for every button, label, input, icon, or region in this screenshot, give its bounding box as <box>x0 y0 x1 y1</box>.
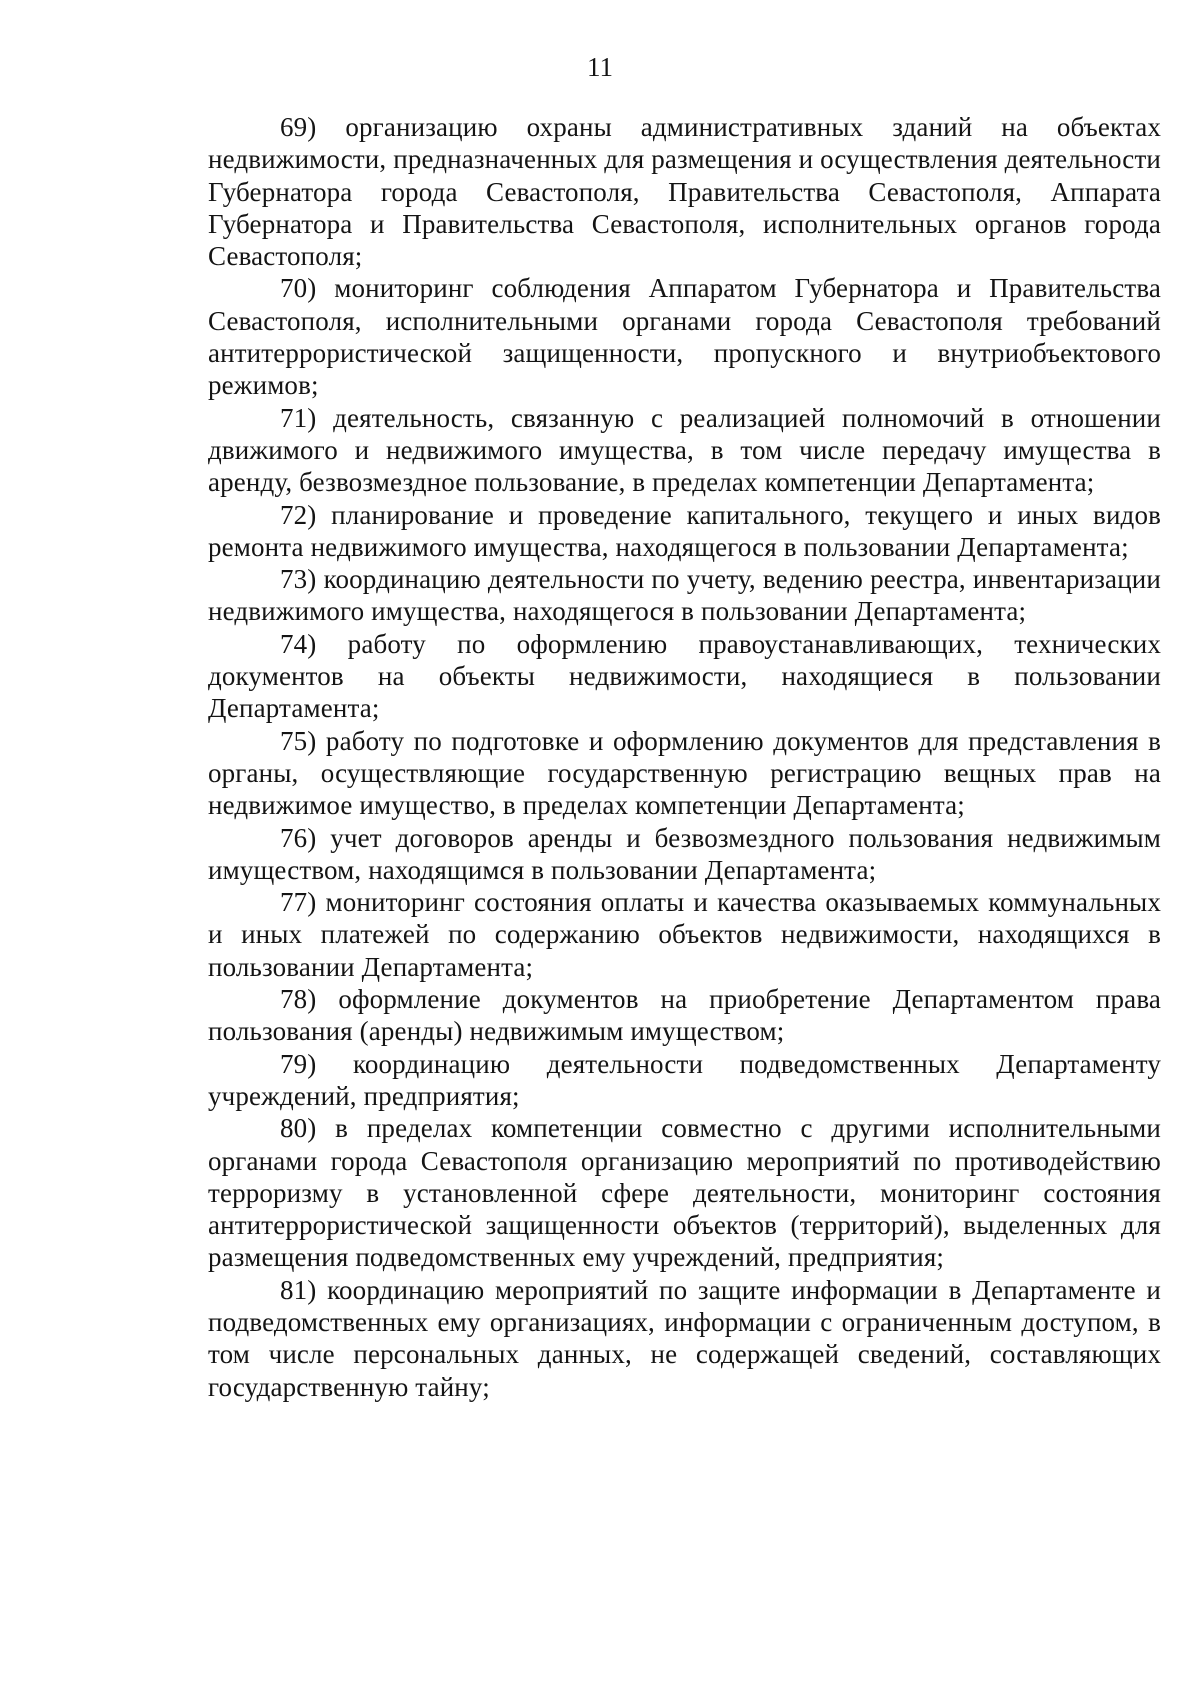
list-item-73: 73) координацию деятельности по учету, ведению реестра, инвентаризации недвижимого имущества, находящегося в пользовании Департамента; <box>208 564 1161 627</box>
list-item-81: 81) координацию мероприятий по защите информации в Департаменте и подведомственных ему организациях, информации с ограниченным доступом, в том числе персональных данных, не содержащей сведений, составляющих государственную тайну; <box>208 1274 1161 1402</box>
list-item-75: 75) работу по подготовке и оформлению документов для представления в органы, осуществляющие государственную регистрацию вещных прав на недвижимое имущество, в пределах компетенции Департамента; <box>208 725 1161 821</box>
list-item-71: 71) деятельность, связанную с реализацией полномочий в отношении движимого и недвижимого имущества, в том числе передачу имущества в аренду, безвозмездное пользование, в пределах компетенции Департамента; <box>208 402 1161 498</box>
list-item-69: 69) организацию охраны административных зданий на объектах недвижимости, предназначенных для размещения и осуществления деятельности Губернатора города Севастополя, Правительства Севастополя, Аппарата Губернатора и Правительства Севастополя, исполнительных органов города Севастополя; <box>208 112 1161 272</box>
list-item-77: 77) мониторинг состояния оплаты и качества оказываемых коммунальных и иных платежей по содержанию объектов недвижимости, находящихся в пользовании Департамента; <box>208 887 1161 982</box>
list-item-78: 78) оформление документов на приобретение Департаментом права пользования (аренды) недвижимым имуществом; <box>208 984 1161 1047</box>
list-item-74: 74) работу по оформлению правоустанавливающих, технических документов на объекты недвижимости, находящиеся в пользовании Департамента; <box>208 628 1161 724</box>
list-item-79: 79) координацию деятельности подведомственных Департаменту учреждений, предприятия; <box>208 1048 1161 1111</box>
page-number: 11 <box>587 52 613 82</box>
list-item-72: 72) планирование и проведение капитального, текущего и иных видов ремонта недвижимого имущества, находящегося в пользовании Департамента; <box>208 499 1161 562</box>
list-item-70: 70) мониторинг соблюдения Аппаратом Губернатора и Правительства Севастополя, исполнительными органами города Севастополя требований антитеррористической защищенности, пропускного и внутриобъектового режимов; <box>208 273 1161 401</box>
document-body <box>208 111 1161 1403</box>
list-item-80: 80) в пределах компетенции совместно с другими исполнительными органами города Севастополя организацию мероприятий по противодействию терроризму в установленной сфере деятельности, мониторинг состояния антитеррористической защищенности объектов (территорий), выделенных для размещения подведомственных ему учреждений, предприятия; <box>208 1113 1161 1273</box>
list-item-76: 76) учет договоров аренды и безвозмездного пользования недвижимым имуществом, находящимся в пользовании Департамента; <box>208 822 1161 885</box>
